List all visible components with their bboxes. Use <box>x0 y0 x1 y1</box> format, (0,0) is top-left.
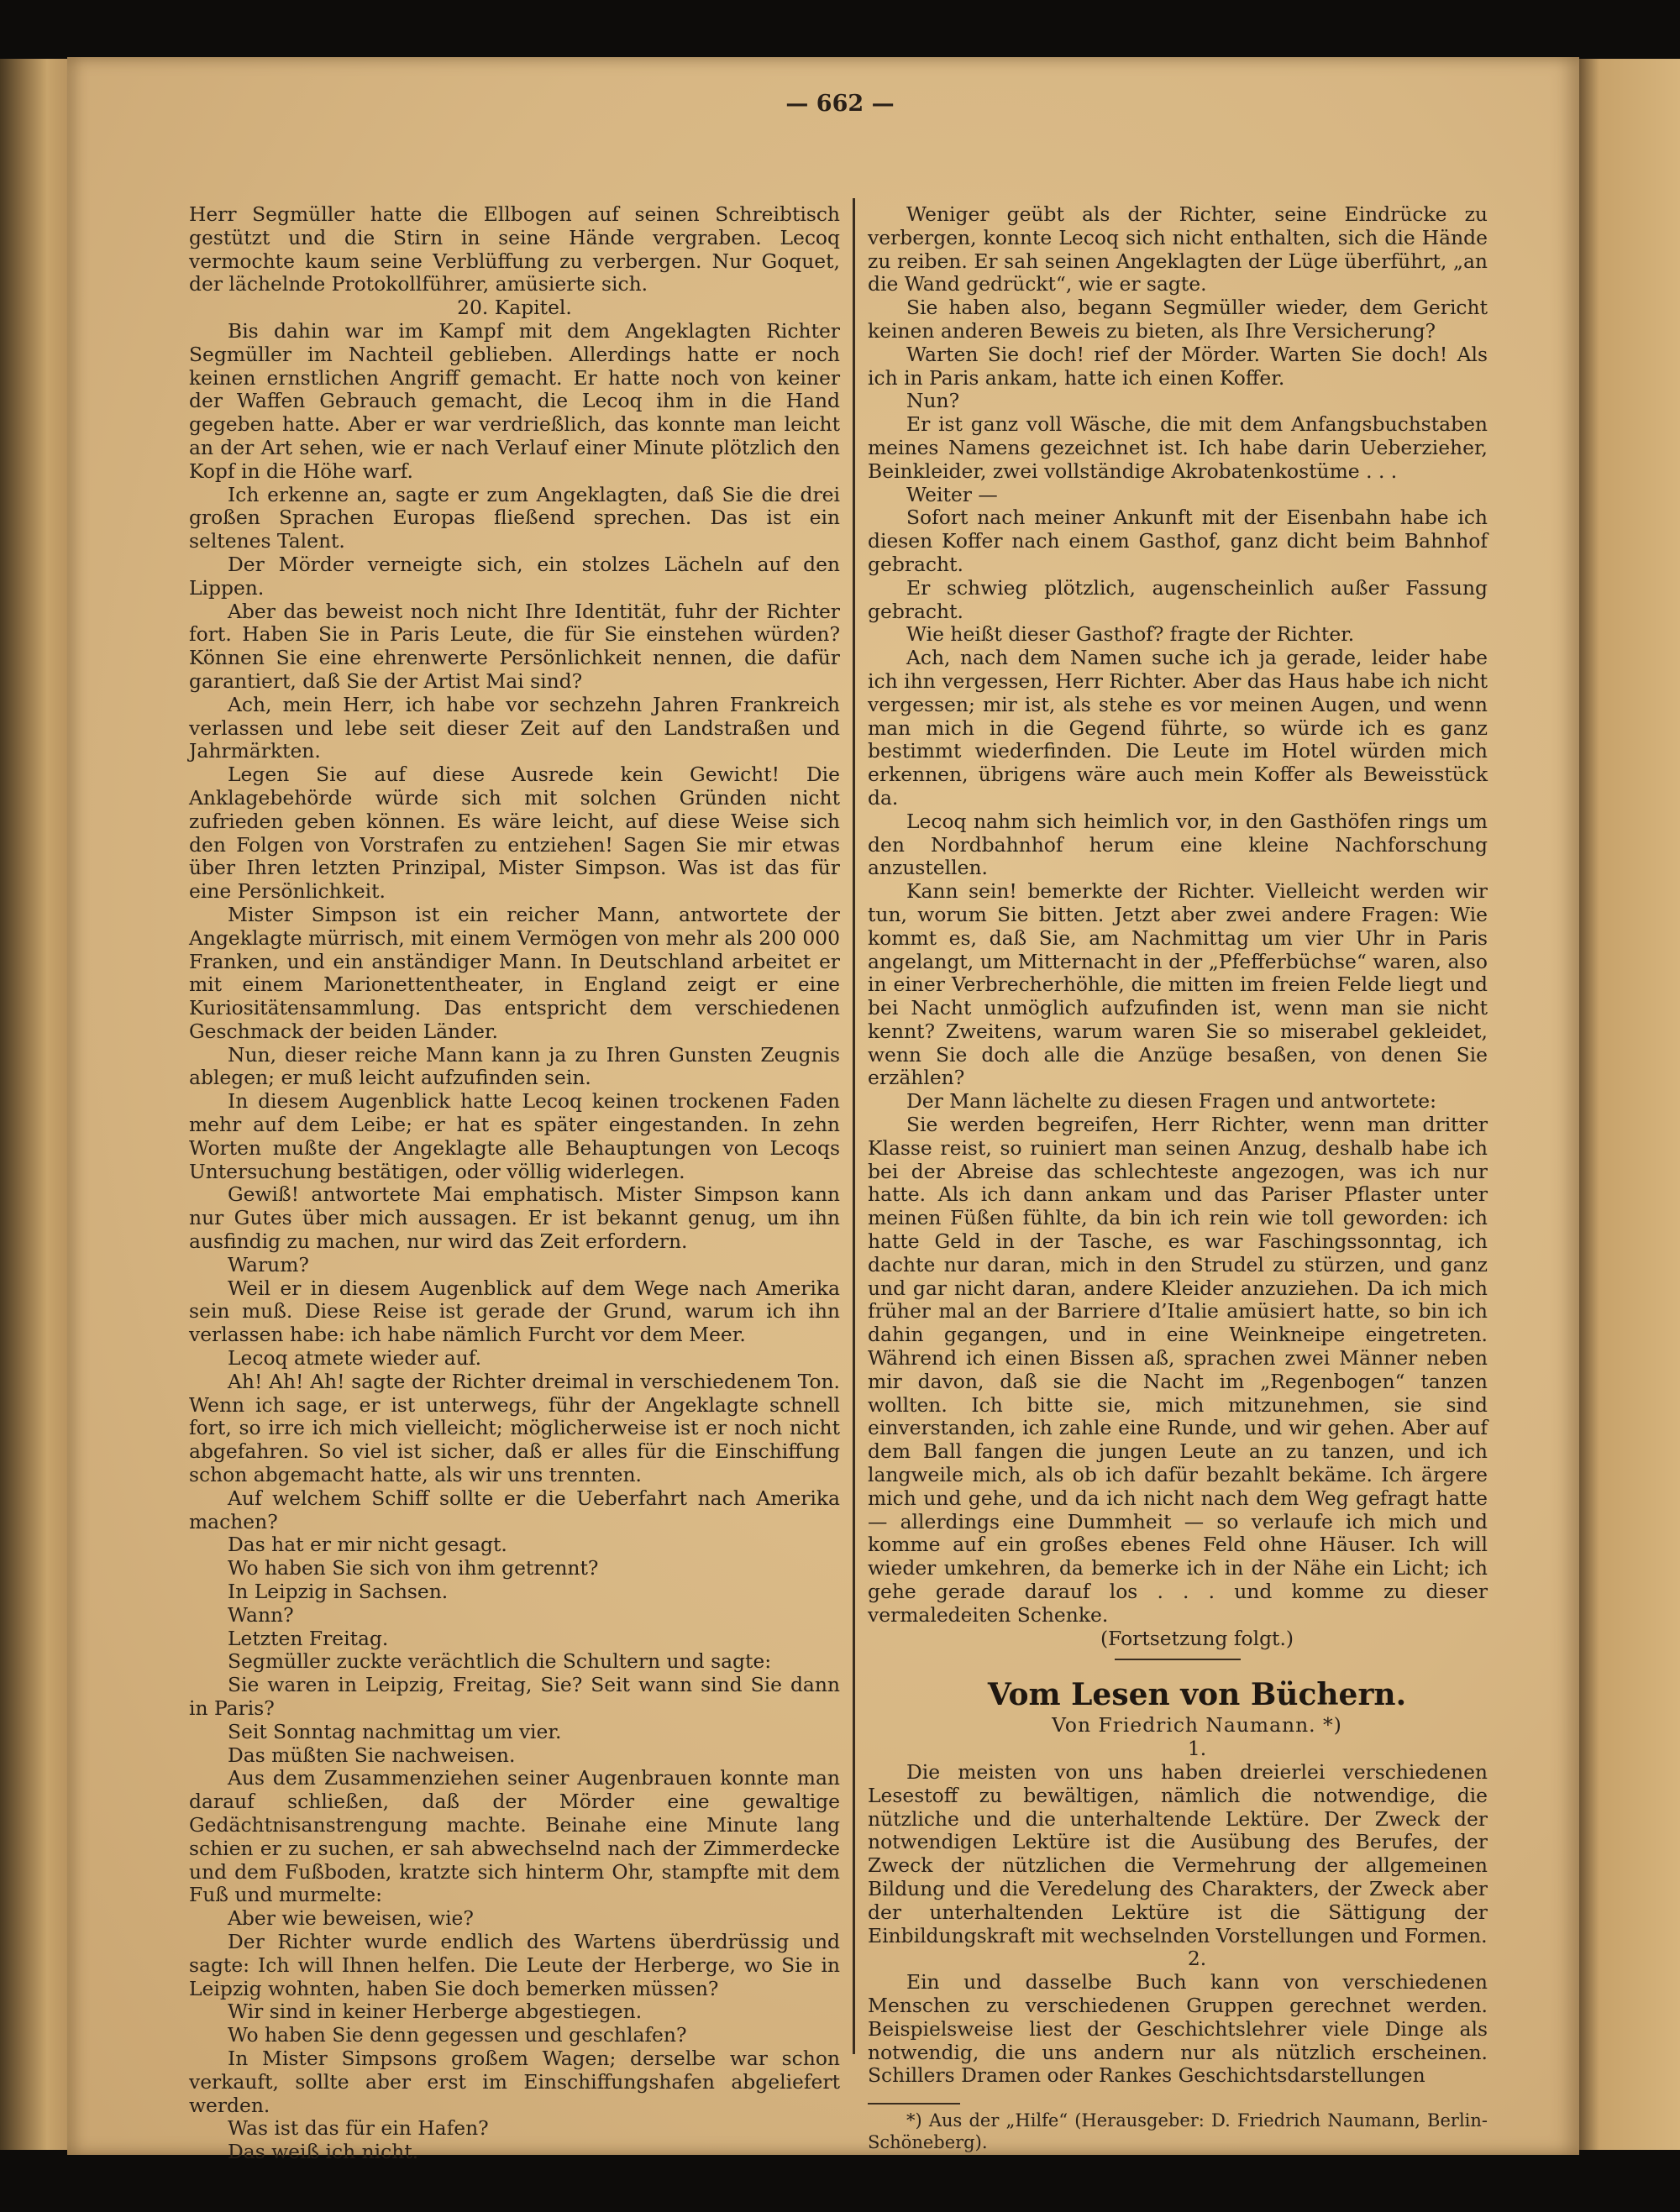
paragraph: Der Mörder verneigte sich, ein stolzes Lächeln auf den Lippen. <box>189 552 840 600</box>
paragraph: Aus dem Zusammenziehen seiner Augenbrauen konnte man darauf schließen, daß der Mörder eine gewaltige Gedächtnisanstrengung machte. Beinahe eine Minute lang schien er zu suchen, er sah abwechselnd nach der Zimmerdecke und dem Fußboden, kratzte sich hinterm Ohr, stampfte mit dem Fuß und murmelte: <box>189 1766 840 1907</box>
paragraph: Gewiß! antwortete Mai emphatisch. Mister Simpson kann nur Gutes über mich aussagen. Er ist bekannt genug, um ihn ausfindig zu machen, nur wird das Zeit erfordern. <box>189 1182 840 1254</box>
column-divider <box>853 198 855 2054</box>
paragraph: Ach, nach dem Namen suche ich ja gerade, leider habe ich ihn vergessen, Herr Richter. Aber das Haus habe ich nicht vergessen; mir ist, als stehe es vor meinen Augen, und wenn man mich in die Gegend führte, so würde ich es ganz bestimmt wiederfinden. Die Leute im Hotel würden mich erkennen, übrigens wäre auch mein Koffer als Beweisstück da. <box>868 646 1488 810</box>
paragraph: Wo haben Sie sich von ihm getrennt? <box>228 1556 599 1580</box>
paragraph: Aber das beweist noch nicht Ihre Identität, fuhr der Richter fort. Haben Sie in Paris Leute, die für Sie einstehen würden? Können Sie eine ehrenwerte Persönlichkeit nennen, die dafür garantiert, daß Sie der Artist Mai sind? <box>189 599 840 693</box>
paragraph: Wir sind in keiner Herberge abgestiegen. <box>228 2000 643 2024</box>
paragraph: Letzten Freitag. <box>228 1626 389 1650</box>
footnote: *) Aus der „Hilfe“ (Herausgeber: D. Friedrich Naumann, Berlin-Schöneberg). <box>868 2110 1488 2153</box>
paragraph: Segmüller zuckte verächtlich die Schultern und sagte: <box>228 1649 772 1674</box>
paragraph: Ich erkenne an, sagte er zum Angeklagten, daß Sie die drei großen Sprachen Europas fließend sprechen. Das ist ein seltenes Talent. <box>189 482 840 553</box>
paragraph: In Leipzig in Sachsen. <box>228 1580 449 1604</box>
paragraph: Das hat er mir nicht gesagt. <box>228 1533 507 1557</box>
right-paragraphs <box>868 203 1488 1628</box>
paragraph: Auf welchem Schiff sollte er die Ueberfahrt nach Amerika machen? <box>189 1486 840 1533</box>
footnote-rule <box>868 2103 960 2105</box>
section-2-text: Ein und dasselbe Buch kann von verschiedenen Menschen zu verschiedenen Gruppen gerechnet werden. Beispielsweise liest der Geschichtslehrer viele Dinge als notwendig, die uns andern nur als nützlich erscheinen. Schillers Dramen oder Rankes Geschichtsdarstellungen <box>868 1970 1488 2088</box>
paragraph: Was ist das für ein Hafen? <box>228 2116 489 2141</box>
paragraph: Seit Sonntag nachmittag um vier. <box>228 1719 562 1743</box>
paragraph: Ah! Ah! Ah! sagte der Richter dreimal in verschiedenem Ton. Wenn ich sage, er ist unterwegs, führ der Angeklagte schnell fort, so irre ich mich vielleicht; möglicherweise ist er noch nicht abgefahren. So viel ist sicher, daß er alles für die Einschiffung schon abgemacht hatte, als wir uns trennten. <box>189 1369 840 1487</box>
left-paragraphs <box>189 320 840 2164</box>
chapter-heading: 20. Kapitel. <box>457 296 572 320</box>
paragraph: Sie werden begreifen, Herr Richter, wenn man dritter Klasse reist, so ruiniert man seinen Anzug, deshalb habe ich bei der Abreise das schlechteste angezogen, was ich nur hatte. Als ich dann ankam und das Pariser Pflaster unter meinen Füßen fühlte, da bin ich rein wie toll geworden: ich hatte Geld in der Tasche, es war Faschingssonntag, ich dachte nur daran, mich in den Strudel zu stürzen, und ganz und gar nicht daran, andere Kleider anzuziehen. Da ich mich früher mal an der Barriere d’Italie amüsiert hatte, so bin ich dahin gegangen, und in eine Weinkneipe eingetreten. Während ich einen Bissen aß, sprachen zwei Männer neben mir davon, daß sie die Nacht im „Regenbogen“ tanzen wollten. Ich bitte sie, mich mitzunehmen, sie sind einverstanden, ich zahle eine Runde, und wir gehen. Aber auf dem Ball fangen die jungen Leute an zu tanzen, und ich langweile mich, als ob ich dafür bezahlt bekäme. Ich ärgere mich und gehe, und da ich nicht nach dem Weg gefragt hatte — allerdings eine Dummheit — so verlaufe ich mich und komme auf ein großes ebenes Feld ohne Häuser. Ich will wieder umkehren, da bemerke ich in der Nähe ein Licht; ich gehe gerade darauf los . . . und komme zu dieser vermaledeiten Schenke. <box>868 1113 1488 1627</box>
paragraph: Er schwieg plötzlich, augenscheinlich außer Fassung gebracht. <box>868 575 1488 623</box>
paragraph: Sie waren in Leipzig, Freitag, Sie? Seit wann sind Sie dann in Paris? <box>189 1673 840 1720</box>
paragraph: Nun? <box>906 389 960 413</box>
section-1-text: Die meisten von uns haben dreierlei verschiedenen Lesestoff zu bewältigen, nämlich die notwendige, die nützliche und die unterhaltende Lektüre. Der Zweck der notwendigen Lektüre ist die Ausübung des Berufes, der Zweck der nützlichen die Vermehrung der allgemeinen Bildung und die Veredelung des Charakters, der Zweck aber der unterhaltenden Lektüre ist die Sättigung der Einbildungskraft mit wechselnden Vorstellungen und Formen. <box>868 1760 1488 1947</box>
paragraph: Das weiß ich nicht. <box>228 2140 419 2164</box>
paragraph: Warum? <box>228 1252 309 1276</box>
paragraph: Legen Sie auf diese Ausrede kein Gewicht! Die Anklagebehörde würde sich mit solchen Gründen nicht zufrieden geben können. Es wäre leicht, auf diese Weise sich den Folgen von Vorstrafen zu entziehen! Sagen Sie mir etwas über Ihren letzten Prinzipal, Mister Simpson. Was ist das für eine Persönlichkeit. <box>189 763 840 904</box>
paragraph: Wo haben Sie denn gegessen und geschlafen? <box>228 2023 687 2047</box>
paragraph: Das müßten Sie nachweisen. <box>228 1743 516 1767</box>
paragraph: In Mister Simpsons großem Wagen; derselbe war schon verkauft, sollte aber erst im Einschiffungshafen abgeliefert werden. <box>189 2046 840 2117</box>
intro-paragraph: Herr Segmüller hatte die Ellbogen auf seinen Schreibtisch gestützt und die Stirn in seine Hände vergraben. Lecoq vermochte kaum seine Verblüffung zu verbergen. Nur Goquet, der lächelnde Protokollführer, amüsierte sich. <box>189 202 840 296</box>
paragraph: Mister Simpson ist ein reicher Mann, antwortete der Angeklagte mürrisch, mit einem Vermögen von mehr als 200 000 Franken, und ein anständiger Mann. In Deutschland arbeitet er mit einem Marionettentheater, in England zeigt er eine Kuriositätensammlung. Das entspricht dem verschiedenen Geschmack der beiden Länder. <box>189 902 840 1043</box>
left-column <box>189 203 840 2164</box>
paragraph: Weiter — <box>906 482 998 506</box>
paragraph: Kann sein! bemerkte der Richter. Vielleicht werden wir tun, worum Sie bitten. Jetzt aber zwei andere Fragen: Wie kommt es, daß Sie, am Nachmittag um vier Uhr in Paris angelangt, um Mitternacht in der „Pfefferbüchse“ waren, also in einer Verbrecherhöhle, die mitten im freien Felde liegt und bei Nacht unmöglich aufzufinden ist, wenn man sie nicht kennt? Zweitens, warum waren Sie so miserabel gekleidet, wenn Sie doch alle die Anzüge besaßen, von denen Sie erzählen? <box>868 879 1488 1090</box>
article-separator <box>1115 1659 1241 1660</box>
paragraph: In diesem Augenblick hatte Lecoq keinen trockenen Faden mehr auf dem Leibe; er hat es später eingestanden. In zehn Worten mußte der Angeklagte alle Behauptungen von Lecoqs Untersuchung bestätigen, oder völlig widerlegen. <box>189 1089 840 1183</box>
paragraph: Sie haben also, begann Segmüller wieder, dem Gericht keinen anderen Beweis zu bieten, als Ihre Versicherung? <box>868 296 1488 343</box>
paragraph: Sofort nach meiner Ankunft mit der Eisenbahn habe ich diesen Koffer nach einem Gasthof, ganz dicht beim Bahnhof gebracht. <box>868 506 1488 576</box>
paragraph: Der Mann lächelte zu diesen Fragen und antwortete: <box>906 1089 1436 1114</box>
article-title: Vom Lesen von Büchern. <box>987 1677 1407 1713</box>
paragraph: Der Richter wurde endlich des Wartens überdrüssig und sagte: Ich will Ihnen helfen. Die Leute der Herberge, wo Sie in Leipzig wohnten, haben Sie doch bemerken müssen? <box>189 1929 840 2000</box>
paragraph: Aber wie beweisen, wie? <box>228 1906 474 1931</box>
paragraph: Er ist ganz voll Wäsche, die mit dem Anfangsbuchstaben meines Namens gezeichnet ist. Ich habe darin Ueberzieher, Beinkleider, zwei vollständige Akrobatenkostüme . . . <box>868 412 1488 483</box>
book-edge-left <box>0 59 67 2150</box>
right-column <box>868 203 1488 2153</box>
paragraph: Lecoq nahm sich heimlich vor, in den Gasthöfen rings um den Nordbahnhof herum eine kleine Nachforschung anzustellen. <box>868 809 1488 880</box>
article-byline: Von Friedrich Naumann. *) <box>1052 1713 1342 1738</box>
paragraph: Warten Sie doch! rief der Mörder. Warten Sie doch! Als ich in Paris ankam, hatte ich einen Koffer. <box>868 342 1488 390</box>
paragraph: Nun, dieser reiche Mann kann ja zu Ihren Gunsten Zeugnis ablegen; er muß leicht aufzufinden sein. <box>189 1042 840 1090</box>
page-number: — 662 — <box>785 91 895 117</box>
paragraph: Ach, mein Herr, ich habe vor sechzehn Jahren Frankreich verlassen und lebe seit dieser Zeit auf den Landstraßen und Jahrmärkten. <box>189 692 840 763</box>
paragraph: Wann? <box>228 1602 294 1627</box>
facing-page-edge <box>1579 59 1680 2150</box>
section-number-2: 2. <box>1187 1947 1207 1971</box>
paragraph: Weniger geübt als der Richter, seine Eindrücke zu verbergen, konnte Lecoq sich nicht enthalten, sich die Hände zu reiben. Er sah seinen Angeklagten der Lüge überführt, „an die Wand gedrückt“, wie er sagte. <box>868 202 1488 296</box>
continuation-note: (Fortsetzung folgt.) <box>1100 1626 1294 1650</box>
paragraph: Wie heißt dieser Gasthof? fragte der Richter. <box>906 622 1355 647</box>
paragraph: Lecoq atmete wieder auf. <box>228 1346 482 1371</box>
section-number-1: 1. <box>1187 1737 1207 1761</box>
paragraph: Weil er in diesem Augenblick auf dem Wege nach Amerika sein muß. Diese Reise ist gerade der Grund, warum ich ihn verlassen habe: ich habe nämlich Furcht vor dem Meer. <box>189 1276 840 1347</box>
paragraph: Bis dahin war im Kampf mit dem Angeklagten Richter Segmüller im Nachteil geblieben. Allerdings hatte er noch keinen ernstlichen Angriff gemacht. Er hatte noch von keiner der Waffen Gebrauch gemacht, die Lecoq ihm in die Hand gegeben hatte. Aber er war verdrießlich, das konnte man leicht an der Art sehen, wie er nach Verlauf einer Minute plötzlich den Kopf in die Höhe warf. <box>189 318 840 483</box>
